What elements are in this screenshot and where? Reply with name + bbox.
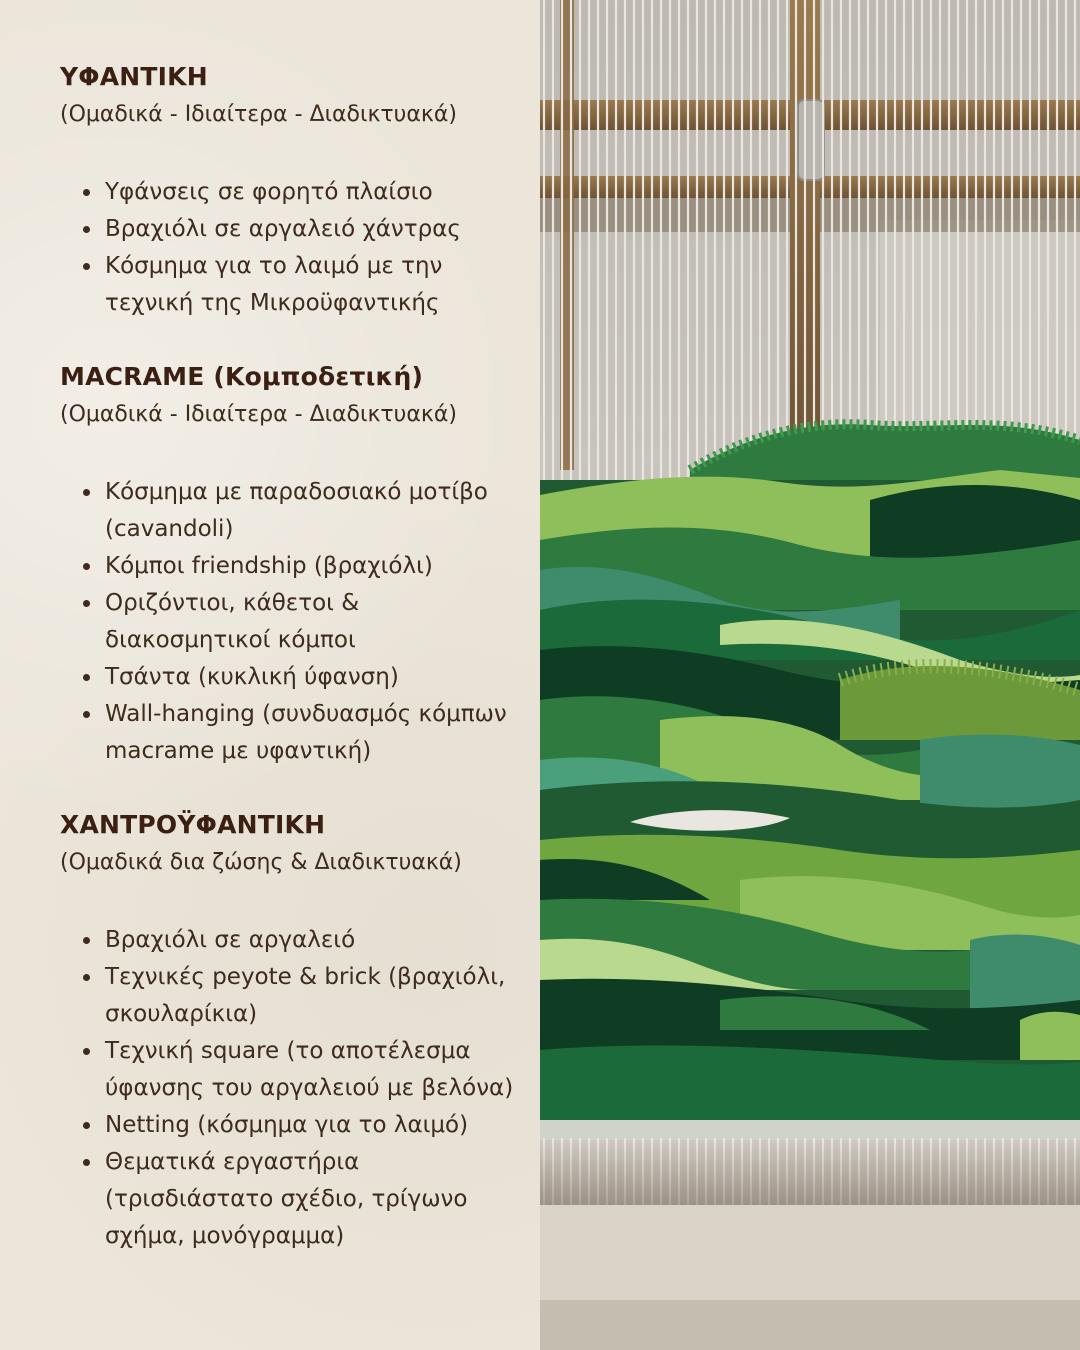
section-subtitle: (Ομαδικά δια ζώσης & Διαδικτυακά) xyxy=(60,850,462,875)
list-item: Κόμποι friendship (βραχιόλι) xyxy=(60,548,530,585)
frame-bottom-shadow xyxy=(540,1140,1080,1205)
weaving-photo xyxy=(540,0,1080,1350)
list-item: Τεχνική square (το αποτέλεσμα ύφανσης του αργαλειού με βελόνα) xyxy=(60,1033,530,1107)
section-title: ΧΑΝΤΡΟΫΦΑΝΤΙΚΗ xyxy=(60,810,326,839)
fabric-edge xyxy=(540,1120,1080,1140)
list-item: Τσάντα (κυκλική ύφανση) xyxy=(60,659,530,696)
section-bead-weaving xyxy=(60,808,530,1255)
list-item: Κόσμημα για το λαιμό με την τεχνική της Μικροϋφαντικής xyxy=(60,248,530,322)
band-teal-2 xyxy=(920,735,1080,810)
frame-bottom-beam xyxy=(540,1300,1080,1350)
list-item: Οριζόντιοι, κάθετοι & διακοσμητικοί κόμποι xyxy=(60,585,530,659)
item-list xyxy=(60,474,530,770)
section-subtitle: (Ομαδικά - Ιδιαίτερα - Διαδικτυακά) xyxy=(60,102,457,127)
item-list xyxy=(60,174,530,322)
list-item: Θεματικά εργαστήρια (τρισδιάστατο σχέδιο, τρίγωνο σχήμα, μονόγραμμα) xyxy=(60,1144,530,1255)
list-item: Wall-hanging (συνδυασμός κόμπων macrame με υφαντική) xyxy=(60,696,530,770)
list-item: Υφάνσεις σε φορητό πλαίσιο xyxy=(60,174,530,211)
band-teal-4 xyxy=(970,935,1080,1010)
list-item: Τεχνικές peyote & brick (βραχιόλι, σκουλαρίκια) xyxy=(60,959,530,1033)
section-macrame xyxy=(60,360,530,770)
metal-clip xyxy=(798,100,824,180)
list-item: Κόσμημα με παραδοσιακό μοτίβο (cavandoli) xyxy=(60,474,530,548)
band-light-4 xyxy=(1020,1012,1080,1060)
list-item: Βραχιόλι σε αργαλειό χάντρας xyxy=(60,211,530,248)
list-item: Βραχιόλι σε αργαλειό xyxy=(60,922,530,959)
list-item: Netting (κόσμημα για το λαιμό) xyxy=(60,1107,530,1144)
section-title: MACRAME (Κομποδετική) xyxy=(60,362,424,391)
item-list xyxy=(60,922,530,1255)
section-subtitle: (Ομαδικά - Ιδιαίτερα - Διαδικτυακά) xyxy=(60,402,457,427)
section-title: ΥΦΑΝΤΙΚΗ xyxy=(60,62,208,91)
woven-landscape xyxy=(540,424,1080,1140)
section-weaving xyxy=(60,60,530,322)
loom-illustration xyxy=(540,0,1080,1350)
